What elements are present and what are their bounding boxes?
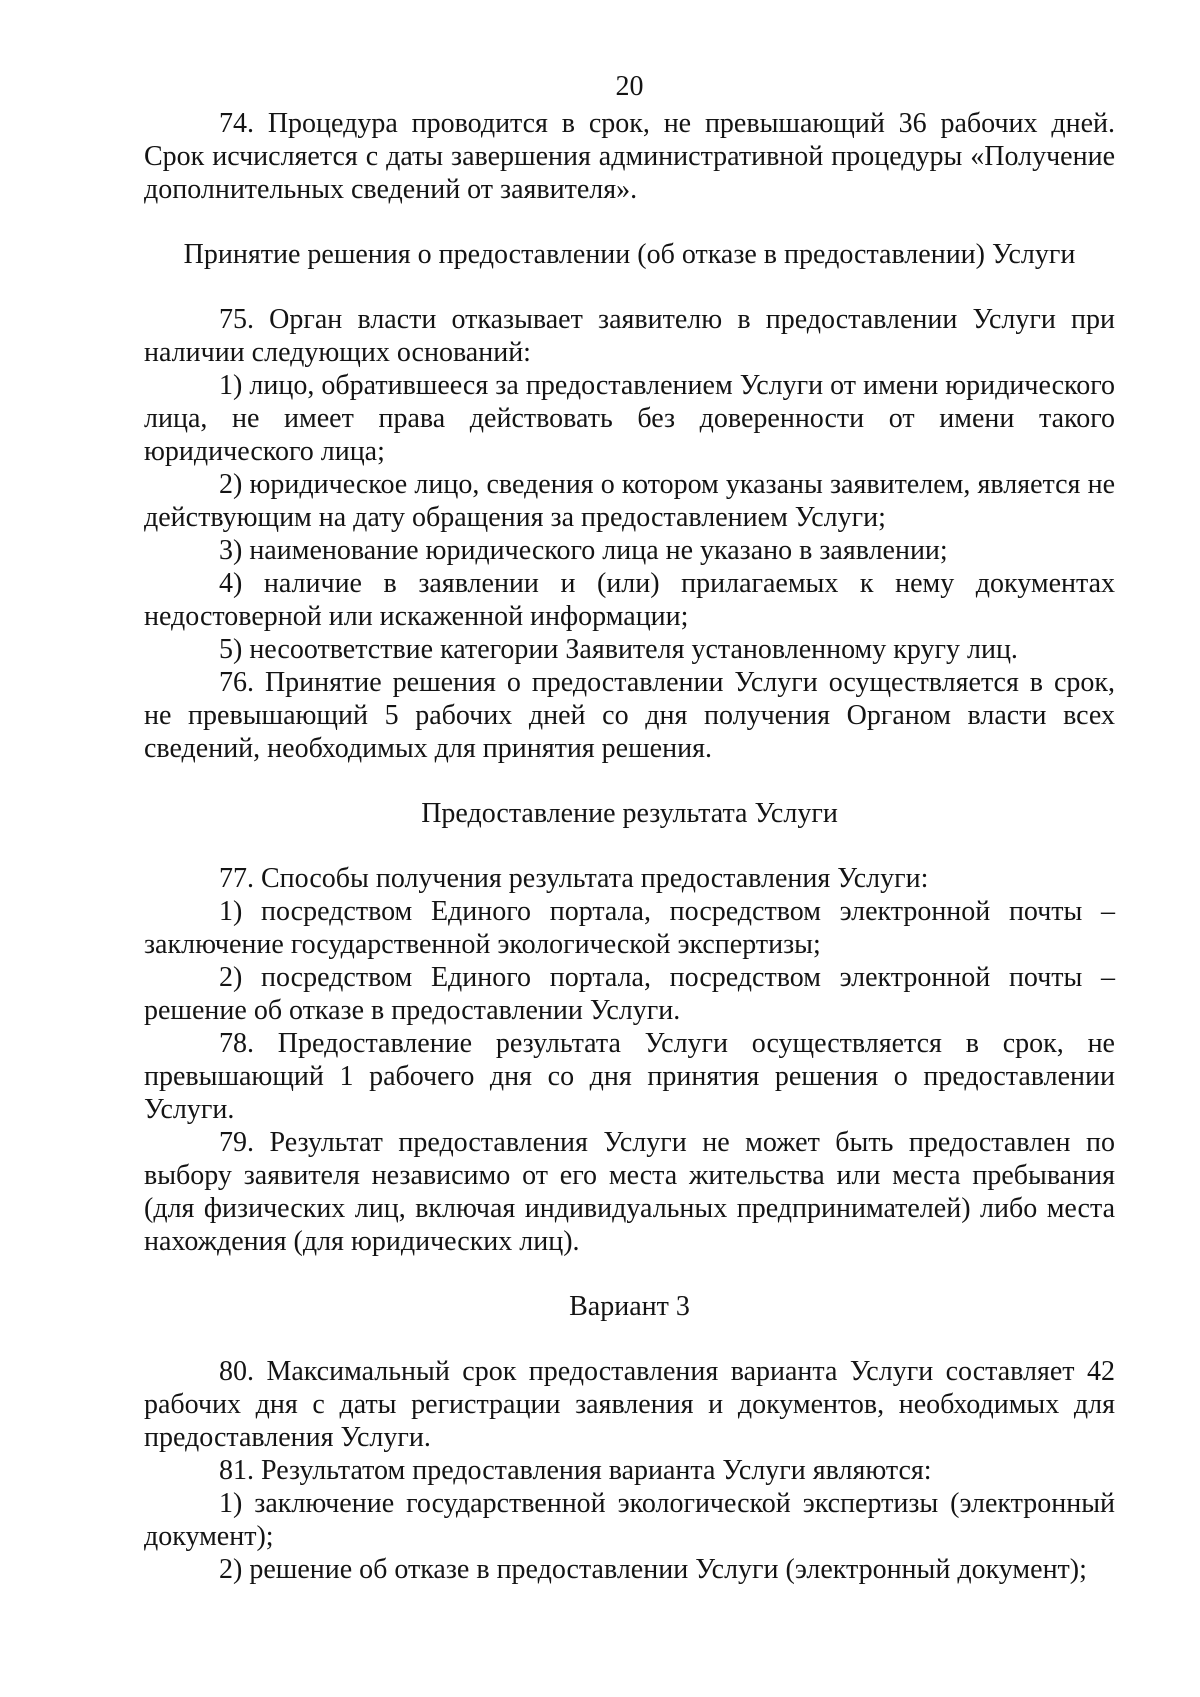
paragraph-81: 81. Результатом предоставления варианта Услуги являются: xyxy=(219,1455,932,1486)
list-item-81-2: 2) решение об отказе в предоставлении Услуги (электронный документ); xyxy=(219,1554,1087,1585)
list-item-77-2: 2) посредством Единого портала, посредством электронной почты – решение об отказе в предоставлении Услуги. xyxy=(144,962,1115,1026)
paragraph-77: 77. Способы получения результата предоставления Услуги: xyxy=(219,863,929,894)
page-number: 20 xyxy=(615,71,644,102)
paragraph-74: 74. Процедура проводится в срок, не превышающий 36 рабочих дней. Срок исчисляется с даты завершения административной процедуры «Получение дополнительных сведений от заявителя». xyxy=(144,108,1115,205)
paragraph-75: 75. Орган власти отказывает заявителю в предоставлении Услуги при наличии следующих оснований: xyxy=(144,304,1115,368)
section-heading-variant-3: Вариант 3 xyxy=(569,1291,690,1322)
list-item-75-3: 3) наименование юридического лица не указано в заявлении; xyxy=(219,535,948,566)
list-item-75-4: 4) наличие в заявлении и (или) прилагаемых к нему документах недостоверной или искаженной информации; xyxy=(144,568,1115,632)
section-heading-result: Предоставление результата Услуги xyxy=(421,798,838,829)
list-item-81-1: 1) заключение государственной экологической экспертизы (электронный документ); xyxy=(144,1488,1115,1552)
list-item-75-1: 1) лицо, обратившееся за предоставлением Услуги от имени юридического лица, не имеет права действовать без доверенности от имени такого юридического лица; xyxy=(144,370,1115,467)
paragraph-79: 79. Результат предоставления Услуги не может быть предоставлен по выбору заявителя независимо от его места жительства или места пребывания (для физических лиц, включая индивидуальных предпринимателей) либо места нахождения (для юридических лиц). xyxy=(144,1127,1115,1257)
paragraph-80: 80. Максимальный срок предоставления варианта Услуги составляет 42 рабочих дня с даты регистрации заявления и документов, необходимых для предоставления Услуги. xyxy=(144,1356,1115,1453)
list-item-75-5: 5) несоответствие категории Заявителя установленному кругу лиц. xyxy=(219,634,1018,665)
section-heading-decision: Принятие решения о предоставлении (об отказе в предоставлении) Услуги xyxy=(183,239,1076,270)
paragraph-76: 76. Принятие решения о предоставлении Услуги осуществляется в срок, не превышающий 5 рабочих дней со дня получения Органом власти всех сведений, необходимых для принятия решения. xyxy=(144,667,1115,764)
list-item-75-2: 2) юридическое лицо, сведения о котором указаны заявителем, является не действующим на дату обращения за предоставлением Услуги; xyxy=(144,469,1115,533)
paragraph-78: 78. Предоставление результата Услуги осуществляется в срок, не превышающий 1 рабочего дня со дня принятия решения о предоставлении Услуги. xyxy=(144,1028,1115,1125)
list-item-77-1: 1) посредством Единого портала, посредством электронной почты – заключение государственной экологической экспертизы; xyxy=(144,896,1115,960)
